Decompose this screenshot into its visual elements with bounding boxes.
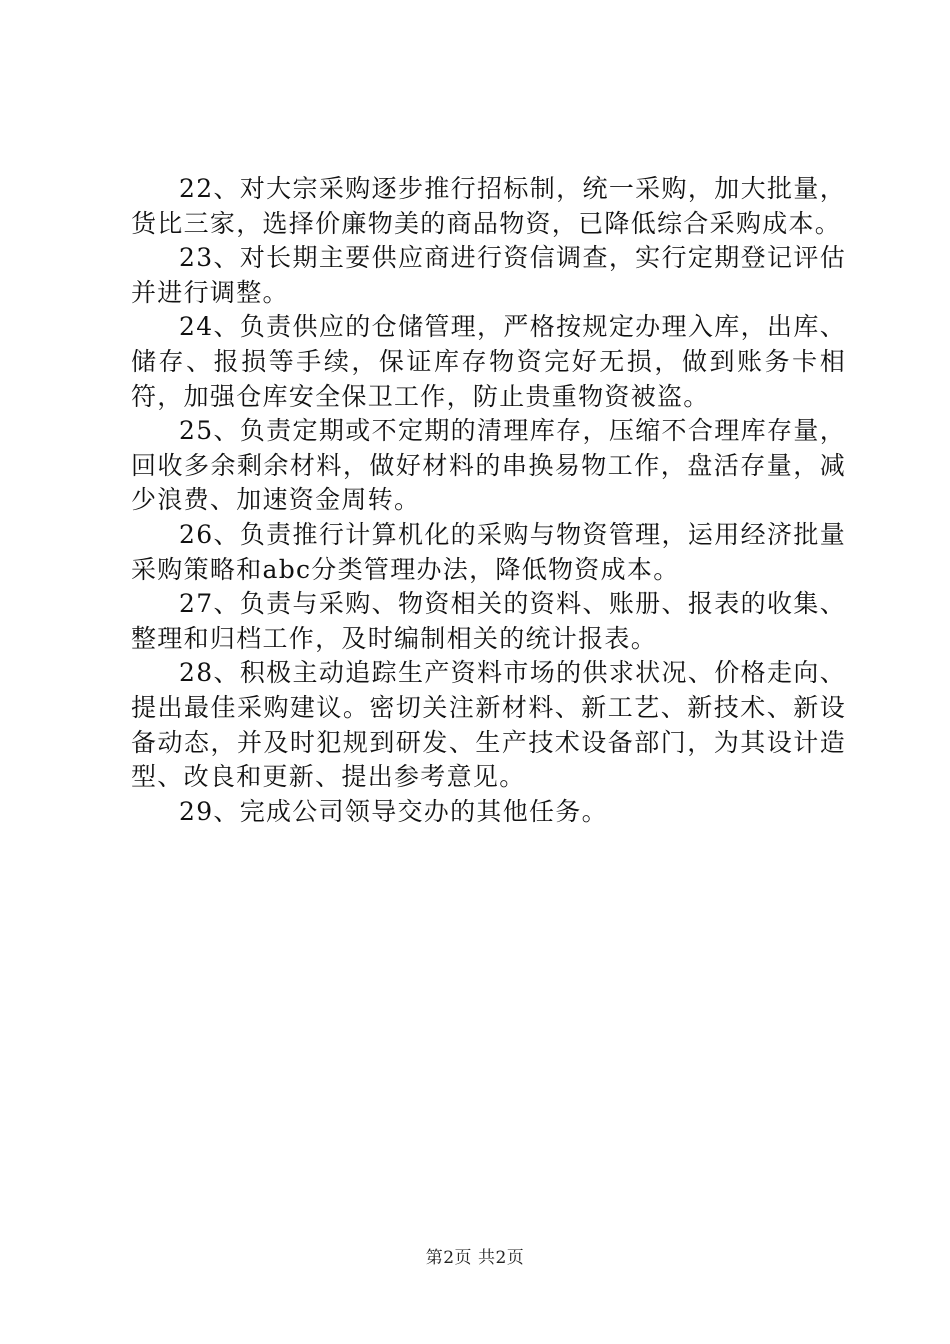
page-number-footer: 第2页 共2页 [425,1248,525,1268]
paragraph-28: 28、积极主动追踪生产资料市场的供求状况、价格走向、提出最佳采购建议。密切关注新材料、新工艺、新技术、新设备动态，并及时犯规到研发、生产技术设备部门，为其设计造型、改良和更新、提出参考意见。 [131,658,846,792]
paragraph-27: 27、负责与采购、物资相关的资料、账册、报表的收集、整理和归档工作，及时编制相关的统计报表。 [131,589,846,653]
paragraph-22: 22、对大宗采购逐步推行招标制，统一采购，加大批量，货比三家，选择价廉物美的商品物资，已降低综合采购成本。 [131,174,846,238]
document-body [131,172,846,829]
paragraph-23: 23、对长期主要供应商进行资信调查，实行定期登记评估并进行调整。 [131,243,846,307]
paragraph-25: 25、负责定期或不定期的清理库存，压缩不合理库存量，回收多余剩余材料，做好材料的串换易物工作，盘活存量，减少浪费、加速资金周转。 [131,416,846,515]
paragraph-24: 24、负责供应的仓储管理，严格按规定办理入库，出库、储存、报损等手续，保证库存物资完好无损，做到账务卡相符，加强仓库安全保卫工作，防止贵重物资被盗。 [131,312,846,411]
paragraph-26: 26、负责推行计算机化的采购与物资管理，运用经济批量采购策略和abc分类管理办法，降低物资成本。 [131,519,846,584]
paragraph-29: 29、完成公司领导交办的其他任务。 [179,796,608,826]
